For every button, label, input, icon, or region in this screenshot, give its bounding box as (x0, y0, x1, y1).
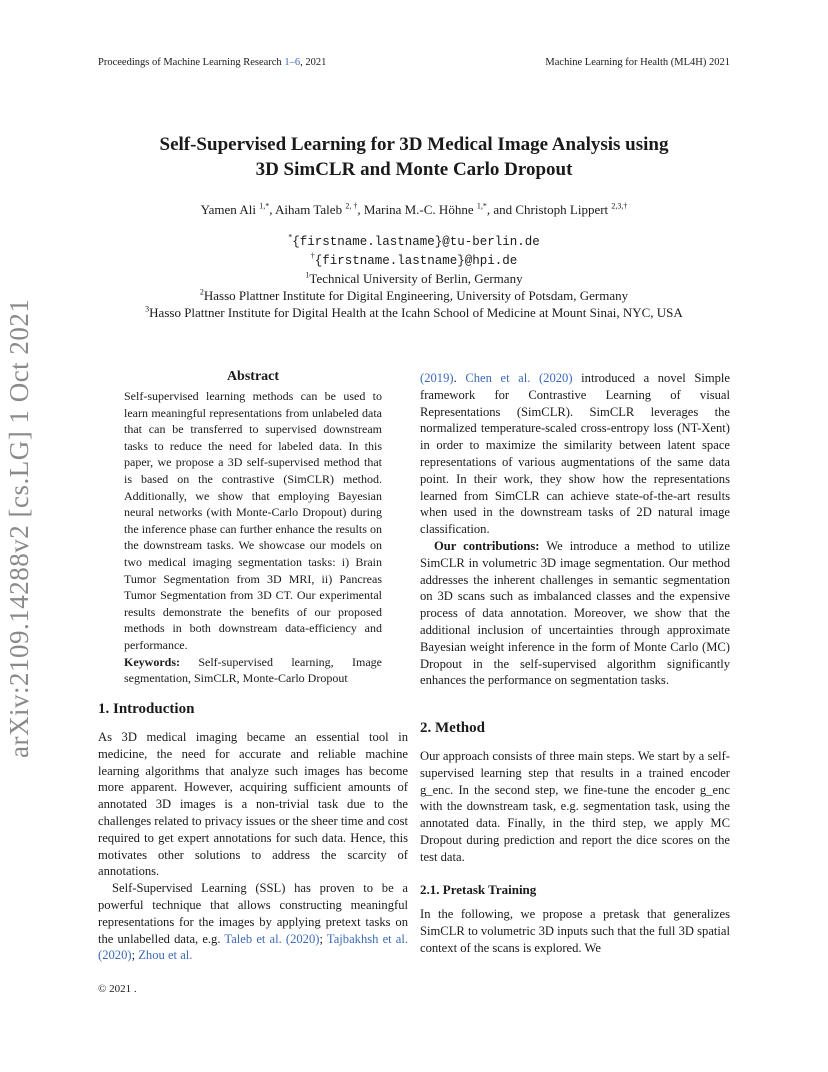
paper-title: Self-Supervised Learning for 3D Medical Image Analysis using 3D SimCLR and Monte Carlo Dropout (159, 134, 669, 180)
introduction-body: As 3D medical imaging became an essential tool in medicine, the need for accurate and reliable machine learning algorithms that analyze such images has become more apparent. However, acquiring sufficient amounts of annotated 3D images is a non-trivial task due to the challenges related to privacy issues or the sheer time and cost required to get expert annotations for such data. Hence, this motivates other solutions to address the scarcity of annotations. Self-Supervised Learning (SSL) has proven to be a powerful technique that allows constructing meaningful representations for the images by applying pretext tasks on the unlabelled data, e.g. Taleb et al. (2020); Tajbakhsh et al. (2020); Zhou et al. (98, 730, 409, 963)
affiliations (0, 232, 828, 321)
affiliation-3: $^3$Hasso Plattner Institute for Digital Health at the Icahn School of Medicine at Mount Sinai, NYC, USA (145, 304, 683, 320)
affiliation-2: $^2$Hasso Plattner Institute for Digital Engineering, University of Potsdam, Germany (199, 287, 629, 303)
abstract-body: Self-supervised learning methods can be used to learn meaningful representations from unlabeled data that can be transferred to supervised downstream tasks to reduce the need for labeled data. In this paper, we propose a 3D self-supervised method that is based on the contrastive (SimCLR) method. Additionally, we show that employing Bayesian neural networks (with Monte-Carlo Dropout) during the inference phase can further enhance the results on the downstream tasks. We showcase our models on two medical imaging segmentation tasks: i) Brain Tumor Segmentation from 3D MRI, ii) Pancreas Tumor Segmentation from 3D CT. Our experimental results demonstrate the benefits of our proposed methods in both downstream data-efficiency and performance. Keywords: Self-supervised learning, Image segmentation, SimCLR, Monte-Carlo Dropout (124, 389, 382, 686)
section-heading-introduction: 1. Introduction (98, 701, 195, 717)
section-heading-method: 2. Method (420, 720, 485, 736)
citation-chen[interactable]: Chen et al. (2020) (465, 371, 573, 385)
citation-zhou[interactable]: Zhou et al. (138, 948, 193, 963)
copyright-footer: © 2021 . (98, 983, 137, 995)
subsection-heading-pretask: 2.1. Pretask Training (420, 882, 537, 897)
abstract-heading: Abstract (226, 369, 280, 384)
author-list: Yamen Ali $^{1,*}$, Aiham Taleb $^{2, \dagger}$, Marina M.-C. Höhne $^{1,*}$, and Christoph Lippert $^{2,3,\dagger}$ (200, 201, 628, 217)
citation-tajbakhsh[interactable]: Tajbakhsh et al. (2020) (98, 931, 409, 963)
method-body: Our approach consists of three main steps. We start by a self-supervised learning step that results in a trained encoder g_enc. In the second step, we fine-tune the encoder g_enc with the downstream task, e.g. segmentation task, using the annotated data. Finally, in the third step, we apply MC Dropout during prediction and report the dice scores on the test data. (420, 749, 730, 864)
pretask-body: In the following, we propose a pretask that generalizes SimCLR to volumetric 3D inputs such that the full 3D spatial context of the scans is explored. We (420, 907, 730, 955)
affiliation-1: $^1$Technical University of Berlin, Germany (305, 270, 523, 286)
email-line-2: †{firstname.lastname}@hpi.de (310, 251, 518, 268)
citation-taleb[interactable]: Taleb et al. (2020) (224, 931, 320, 946)
contributions-paragraph: Our contributions: We introduce a method to utilize SimCLR in volumetric 3D image segmentation. Our method addresses the inherent challenges in semantic segmentation on 3D scans such as imbalanced classes and the expensive process of data annotation. Moreover, we show that the additional inclusion of uncertainties through approximate Bayesian weight inference in the form of Monte Carlo (MC) Dropout in the self-supervised algorithm significantly enhances the performance on segmentation tasks. (420, 538, 730, 688)
running-header-left: Proceedings of Machine Learning Research 1–6, 2021 (98, 57, 327, 68)
pages-link[interactable]: 1–6 (284, 57, 301, 68)
running-header-right: Machine Learning for Health (ML4H) 2021 (545, 57, 730, 68)
arxiv-stamp: arXiv:2109.14288v2 [cs.LG] 1 Oct 2021 (4, 298, 34, 758)
keywords: Keywords: Self-supervised learning, Image segmentation, SimCLR, Monte-Carlo Dropout (124, 654, 382, 686)
citation-zhou-year[interactable]: (2019) (420, 371, 454, 385)
right-column-body (420, 370, 730, 689)
email-line-1: *{firstname.lastname}@tu-berlin.de (288, 232, 540, 249)
introduction-paragraph-2: Self-Supervised Learning (SSL) has proven to be a powerful technique that allows constructing meaningful representations for the images by applying pretext tasks on the unlabelled data, e.g. Taleb et al. (2020); Tajbakhsh et al. (2020); Zhou et al. (98, 881, 409, 963)
continued-paragraph: (2019). Chen et al. (2020) introduced a novel Simple framework for Contrastive Learning of visual Representations (SimCLR). SimCLR leverages the normalized temperature-scaled cross-entropy loss (NT-Xent) in order to maximize the similarity between latent space representations of various augmentations of the same data point. In their work, they show how the representations learned from SimCLR can achieve state-of-the-art results when used in the downstream tasks of 2D natural image classification. (420, 371, 731, 537)
